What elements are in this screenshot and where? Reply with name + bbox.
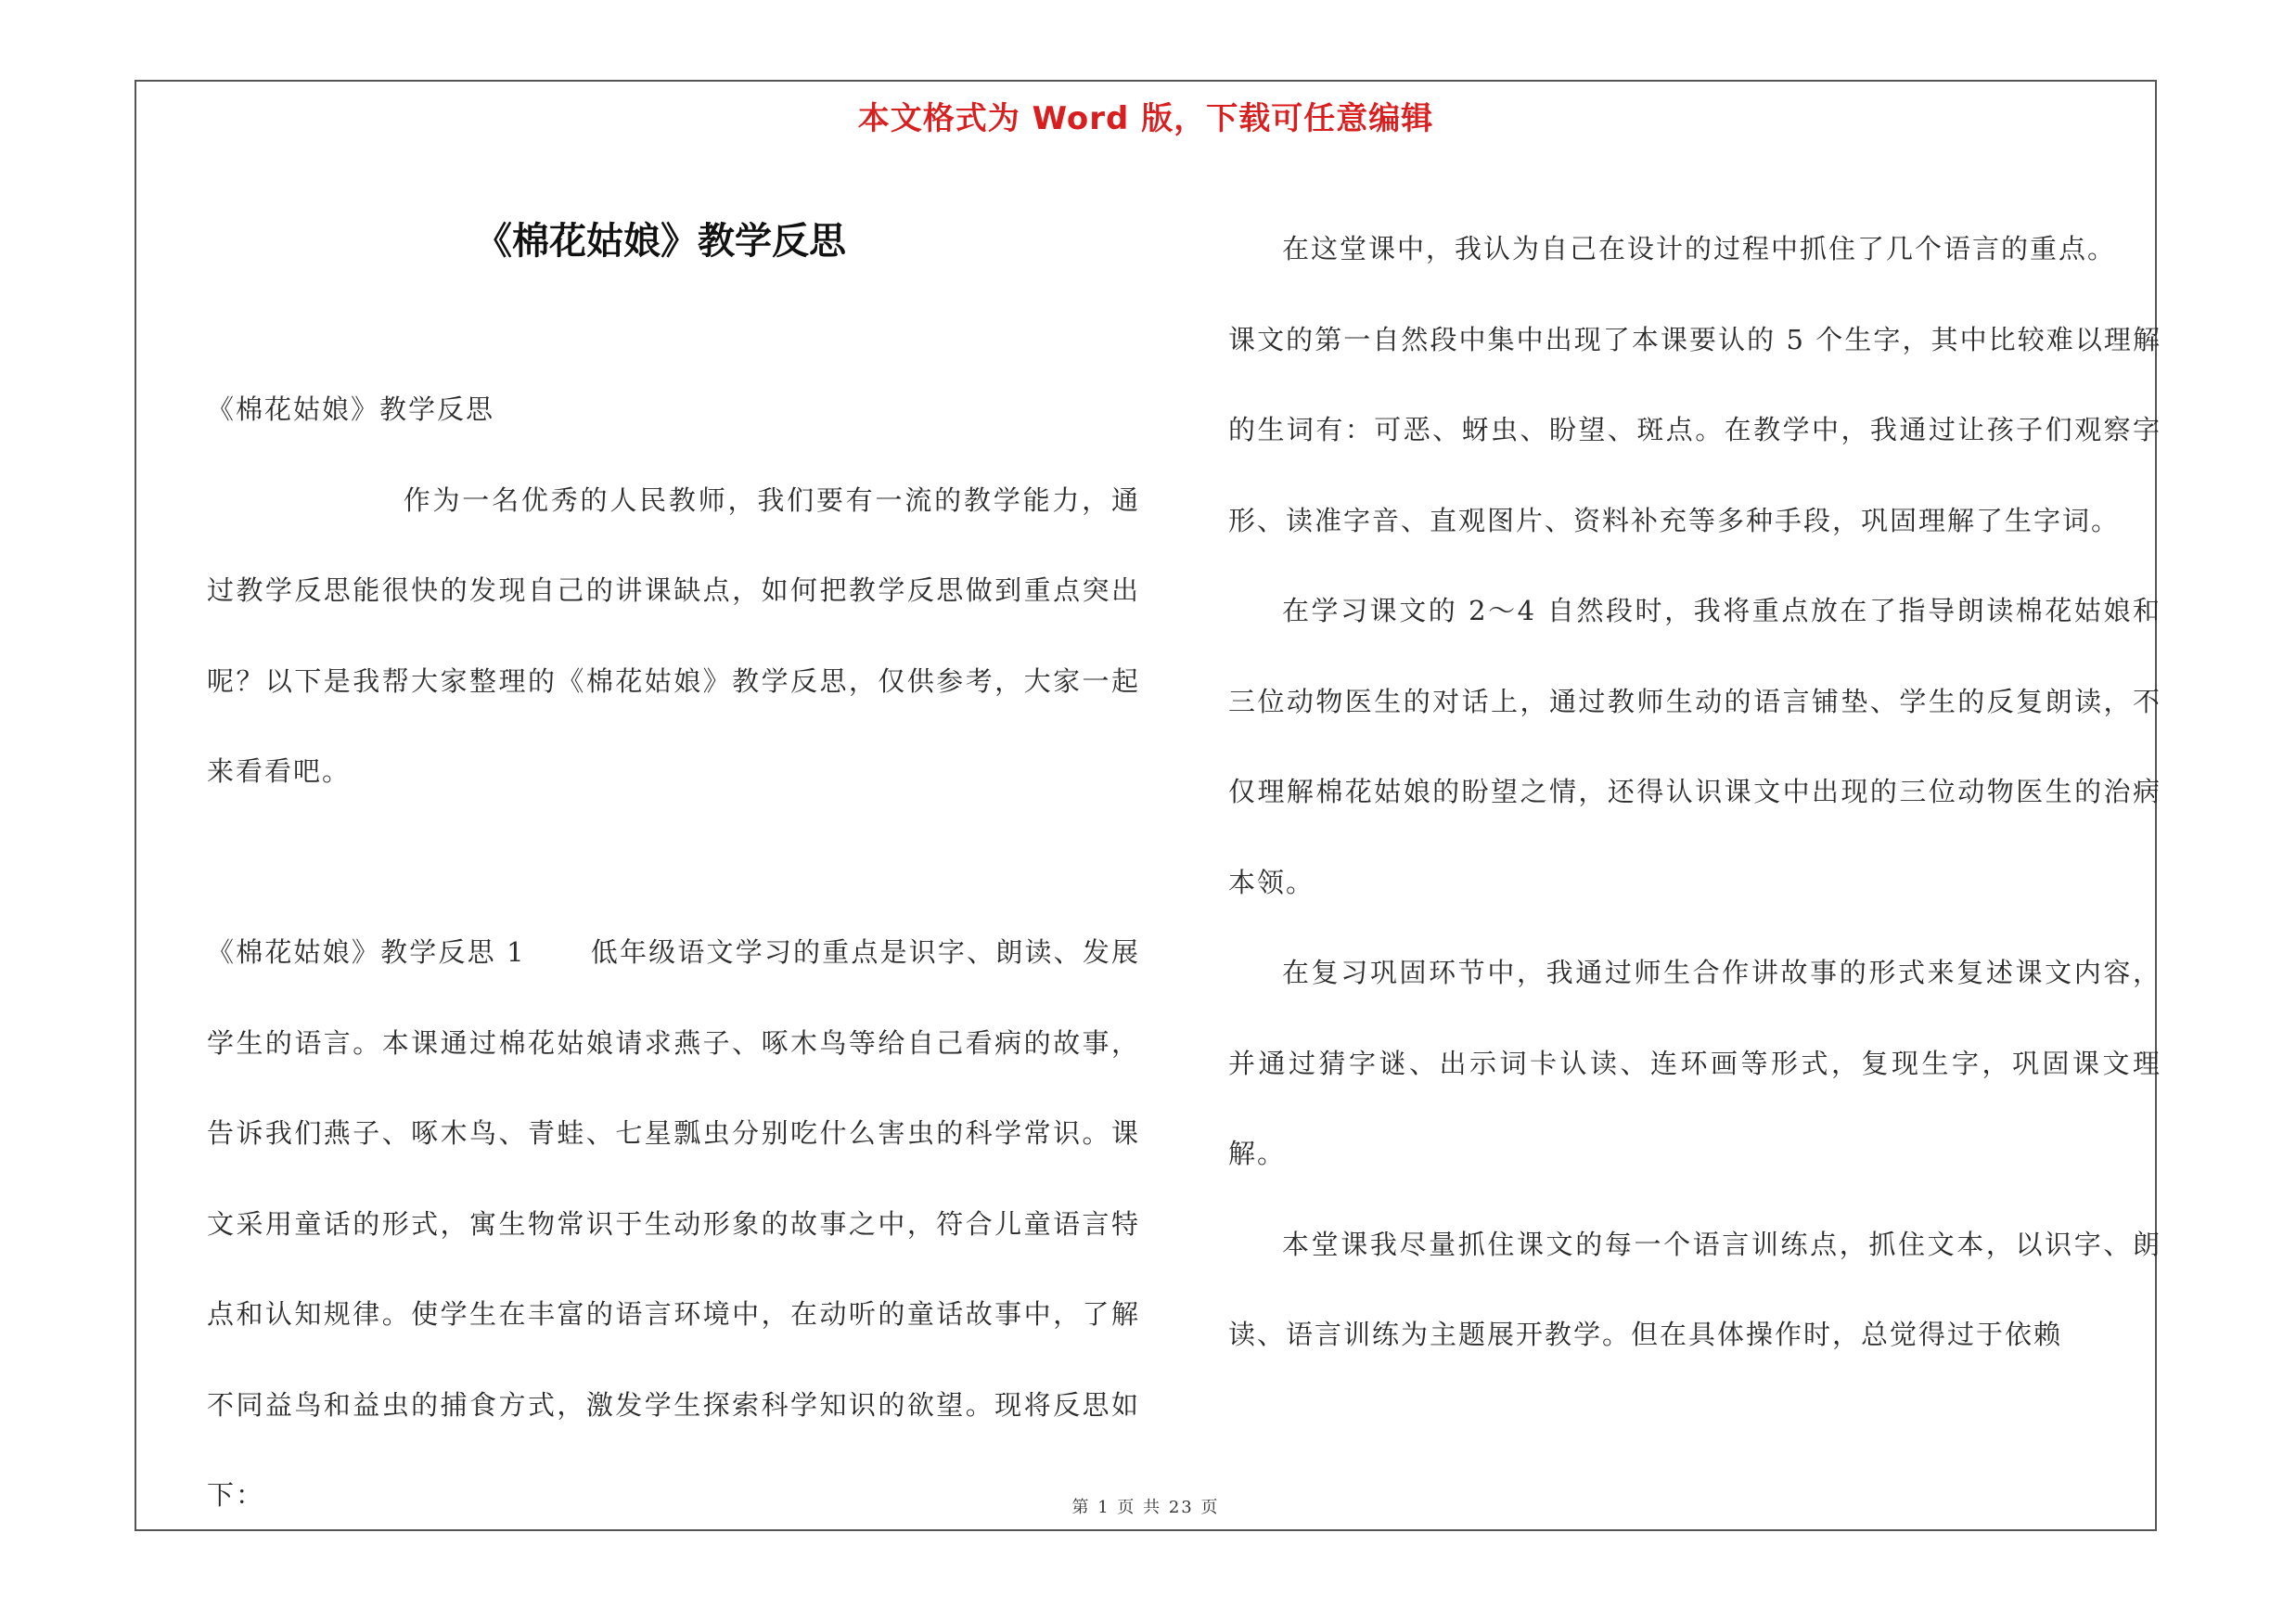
paragraph-spacer bbox=[207, 818, 1140, 908]
page-frame bbox=[135, 80, 2161, 1531]
word-format-banner: 本文格式为 Word 版，下载可任意编辑 bbox=[857, 100, 1434, 137]
paragraph-4: 本堂课我尽量抓住课文的每一个语言训练点，抓住文本，以识字、朗读、语言训练为主题展开教学。但在具体操作时，总觉得过于依赖 bbox=[1228, 1228, 2161, 1350]
paragraph-first-rest: 课文的第一自然段中集中出现了本课要认的 5 个生字，其中比较难以理解的生词有：可恶、蚜虫、盼望、斑点。在教学中，我通过让孩子们观察字形、读准字音、直观图片、资料补充等多种手段，巩固理解了生字词。 bbox=[1228, 323, 2161, 536]
left-column bbox=[207, 365, 1140, 1541]
section-paragraph bbox=[207, 908, 1140, 1541]
section-body: 低年级语文学习的重点是识字、朗读、发展学生的语言。本课通过棉花姑娘请求燕子、啄木鸟等给自己看病的故事，告诉我们燕子、啄木鸟、青蛙、七星瓢虫分别吃什么害虫的科学常识。课文采用童话的形式，寓生物常识于生动形象的故事之中，符合儿童语言特点和认知规律。使学生在丰富的语言环境中，在动听的童话故事中，了解不同益鸟和益虫的捕食方式，激发学生探索科学知识的欲望。现将反思如下： bbox=[207, 936, 1140, 1511]
section-heading: 《棉花姑娘》教学反思 1 bbox=[207, 936, 526, 968]
subtitle: 《棉花姑娘》教学反思 bbox=[207, 393, 495, 425]
paragraph-3: 在复习巩固环节中，我通过师生合作讲故事的形式来复述课文内容，并通过猜字谜、出示词卡认读、连环画等形式，复现生字，巩固课文理解。 bbox=[1228, 957, 2161, 1169]
page-number-footer: 第 1 页 共 23 页 bbox=[1071, 1498, 1220, 1517]
paragraph-first-line: 在这堂课中，我认为自己在设计的过程中抓住了几个语言的重点。 bbox=[1282, 233, 2117, 264]
paragraph-2: 在学习课文的 2～4 自然段时，我将重点放在了指导朗读棉花姑娘和三位动物医生的对话上，通过教师生动的语言铺垫、学生的反复朗读，不仅理解棉花姑娘的盼望之情，还得认识课文中出现的三位动物医生的治病本领。 bbox=[1228, 595, 2161, 898]
right-column bbox=[1228, 204, 2161, 1381]
intro-paragraph: 作为一名优秀的人民教师，我们要有一流的教学能力，通过教学反思能很快的发现自己的讲课缺点，如何把教学反思做到重点突出呢？以下是我帮大家整理的《棉花姑娘》教学反思，仅供参考，大家一起来看看吧。 bbox=[207, 483, 1140, 787]
document-title: 《棉花姑娘》教学反思 bbox=[475, 219, 846, 263]
